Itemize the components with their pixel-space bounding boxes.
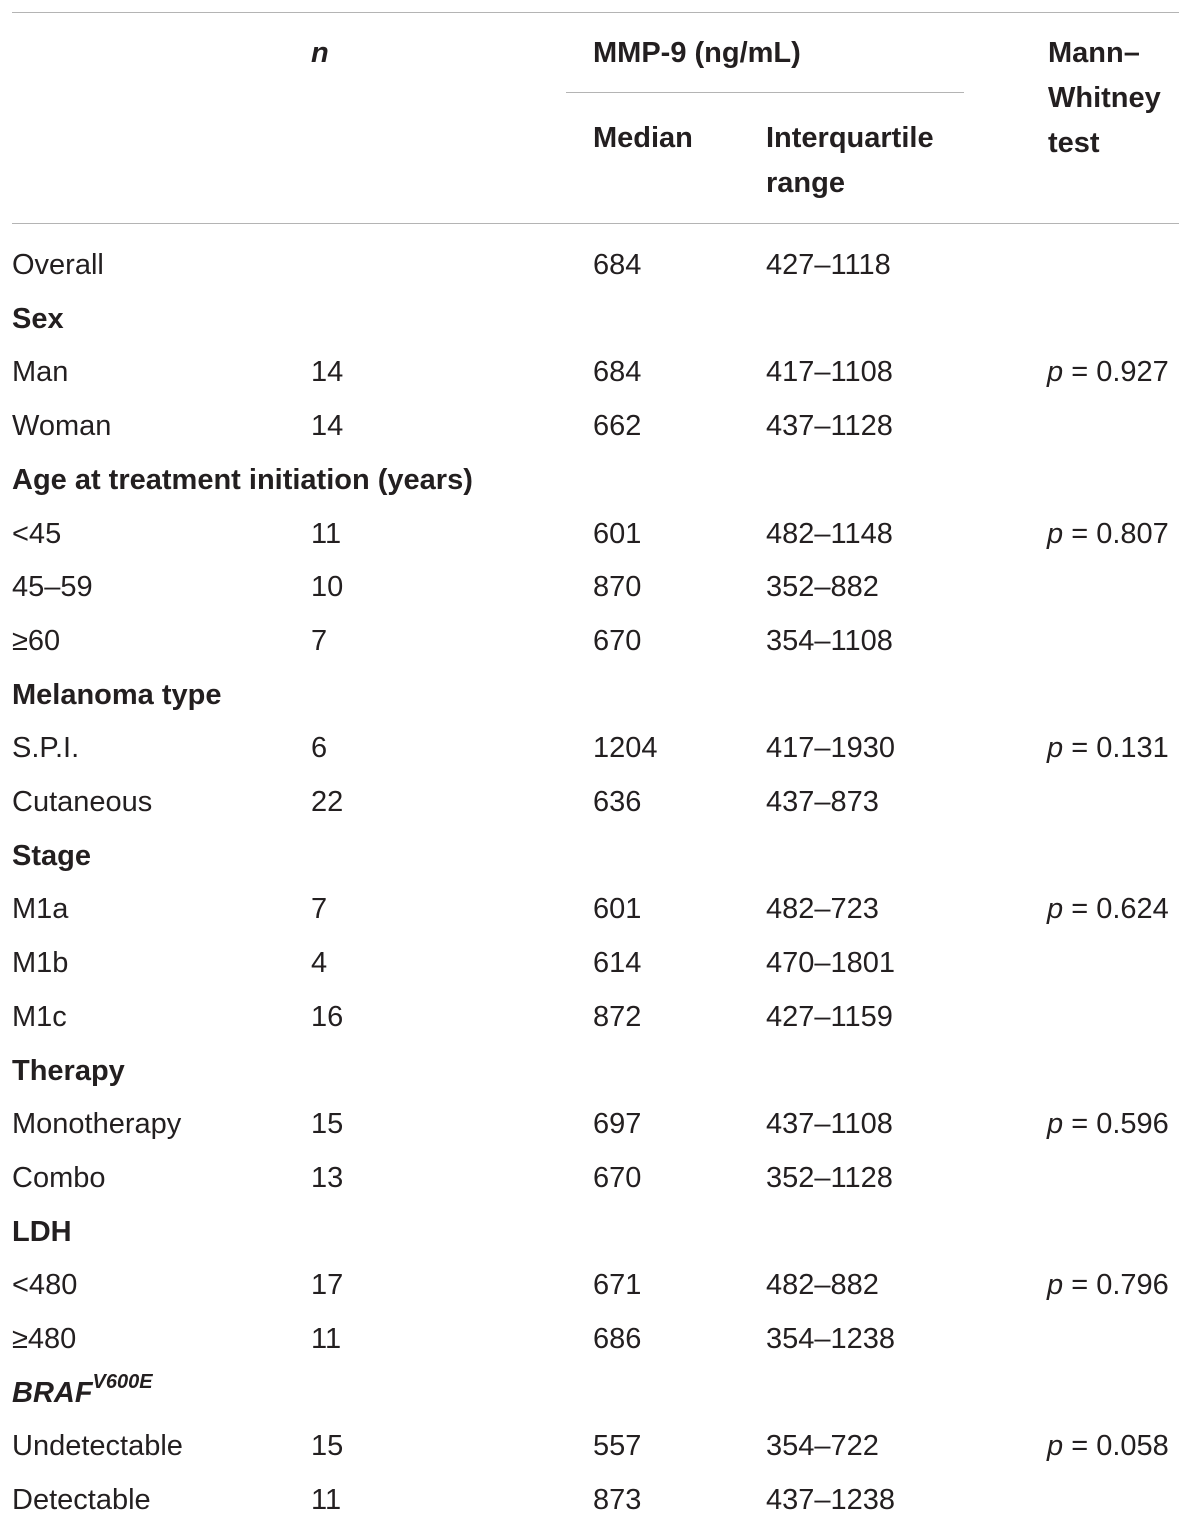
iqr-value: 354–1108 <box>766 624 893 657</box>
table-row <box>0 882 1200 936</box>
section-row <box>0 1044 1200 1098</box>
header-mann-whitney: Mann–Whitney test <box>1048 37 1161 159</box>
p-symbol: p <box>1047 1108 1064 1141</box>
median-value: 614 <box>593 947 642 980</box>
p-value: p = 0.131 <box>1047 732 1169 765</box>
median-value: 671 <box>593 1269 642 1302</box>
n-value: 4 <box>311 947 328 980</box>
row-label: M1b <box>12 947 69 980</box>
gene-variant-superscript: V600E <box>92 1371 153 1394</box>
p-symbol: p <box>1047 1269 1064 1302</box>
table-row <box>0 238 1200 292</box>
median-value: 872 <box>593 1000 642 1033</box>
n-value: 14 <box>311 356 344 389</box>
p-value: p = 0.624 <box>1047 893 1169 926</box>
row-label: Detectable <box>12 1484 151 1517</box>
row-label: Woman <box>12 410 112 443</box>
p-symbol: p <box>1047 732 1064 765</box>
iqr-value: 427–1118 <box>766 249 891 281</box>
iqr-value: 354–1238 <box>766 1323 896 1355</box>
section-row <box>0 668 1200 722</box>
n-value: 16 <box>311 1000 344 1033</box>
median-value: 684 <box>593 249 642 281</box>
iqr-value: 437–873 <box>766 786 879 818</box>
iqr-value: 437–1128 <box>766 410 893 443</box>
n-value: 22 <box>311 786 344 818</box>
p-symbol: p <box>1047 356 1064 389</box>
table-row <box>0 1473 1200 1527</box>
table-row <box>0 560 1200 614</box>
section-label: Sex <box>12 302 64 335</box>
section-label <box>12 1366 153 1420</box>
iqr-value: 417–1108 <box>766 356 893 389</box>
iqr-value: 482–1148 <box>766 517 893 550</box>
median-value: 662 <box>593 410 642 443</box>
n-value: 17 <box>311 1269 344 1302</box>
median-value: 670 <box>593 624 642 657</box>
table-row <box>0 936 1200 990</box>
median-value: 601 <box>593 893 642 926</box>
n-value: 11 <box>311 517 342 550</box>
p-value: p = 0.807 <box>1047 517 1169 550</box>
section-row <box>0 1366 1200 1420</box>
iqr-value: 482–723 <box>766 893 879 926</box>
p-value: p = 0.058 <box>1047 1430 1169 1463</box>
row-label: M1a <box>12 893 69 926</box>
header-interquartile-range: Interquartile range <box>766 122 934 199</box>
header-mmp9: MMP-9 (ng/mL) <box>593 37 801 69</box>
section-label: Melanoma type <box>12 678 222 711</box>
iqr-value: 354–722 <box>766 1430 879 1463</box>
n-value: 6 <box>311 732 328 765</box>
table-row <box>0 721 1200 775</box>
section-label: LDH <box>12 1215 72 1248</box>
n-value: 7 <box>311 893 328 926</box>
p-value: p = 0.796 <box>1047 1269 1169 1302</box>
table-row <box>0 507 1200 561</box>
section-row <box>0 1205 1200 1259</box>
gene-name: $BRAF^{V600E}$ <box>12 1371 153 1409</box>
iqr-value: 417–1930 <box>766 732 896 765</box>
section-label: Therapy <box>12 1054 125 1087</box>
row-label: ≥480 <box>12 1323 77 1355</box>
section-label: Age at treatment initiation (years) <box>12 463 473 496</box>
table-row <box>0 1419 1200 1473</box>
median-value: 870 <box>593 571 642 604</box>
table-row <box>0 614 1200 668</box>
p-symbol: p <box>1047 893 1064 926</box>
p-value: p = 0.927 <box>1047 356 1169 389</box>
row-label: 45–59 <box>12 571 93 604</box>
iqr-value: 437–1238 <box>766 1484 896 1517</box>
table-row <box>0 399 1200 453</box>
median-value: 1204 <box>593 732 658 765</box>
iqr-value: 352–882 <box>766 571 879 604</box>
row-label: Combo <box>12 1161 106 1194</box>
n-value: 13 <box>311 1161 344 1194</box>
n-value: 11 <box>311 1484 342 1517</box>
table-row <box>0 775 1200 829</box>
row-label: S.P.I. <box>12 732 80 765</box>
iqr-value: 437–1108 <box>766 1108 893 1141</box>
row-label: Man <box>12 356 69 389</box>
median-value: 557 <box>593 1430 642 1463</box>
p-symbol: p <box>1047 517 1064 550</box>
header-bottom-rule <box>12 223 1179 224</box>
median-value: 686 <box>593 1323 642 1355</box>
median-value: 684 <box>593 356 642 389</box>
row-label: <480 <box>12 1269 78 1302</box>
section-label: Stage <box>12 839 91 872</box>
row-label: Overall <box>12 249 104 281</box>
iqr-value: 470–1801 <box>766 947 896 980</box>
median-value: 636 <box>593 786 642 818</box>
n-value: 11 <box>311 1323 342 1355</box>
table-row <box>0 345 1200 399</box>
median-value: 670 <box>593 1161 642 1194</box>
n-value: 10 <box>311 571 344 604</box>
section-row <box>0 292 1200 346</box>
median-value: 697 <box>593 1108 642 1141</box>
row-label: Undetectable <box>12 1430 183 1463</box>
median-value: 601 <box>593 517 642 550</box>
section-row <box>0 829 1200 883</box>
table-top-rule <box>12 12 1179 13</box>
table-row <box>0 990 1200 1044</box>
iqr-value: 427–1159 <box>766 1000 893 1033</box>
row-label: Monotherapy <box>12 1108 182 1141</box>
header-median: Median <box>593 122 693 154</box>
p-symbol: p <box>1047 1430 1064 1463</box>
table-row <box>0 1151 1200 1205</box>
median-value: 873 <box>593 1484 642 1517</box>
n-value: 7 <box>311 624 328 657</box>
table-row <box>0 1258 1200 1312</box>
row-label: Cutaneous <box>12 786 153 818</box>
row-label: <45 <box>12 517 62 550</box>
mmp9-group-rule <box>566 92 964 93</box>
iqr-value: 482–882 <box>766 1269 879 1302</box>
section-row <box>0 453 1200 507</box>
row-label: M1c <box>12 1000 67 1033</box>
n-value: 15 <box>311 1430 344 1463</box>
row-label: ≥60 <box>12 624 61 657</box>
n-value: 14 <box>311 410 344 443</box>
table-row <box>0 1097 1200 1151</box>
header-n: n <box>311 37 329 69</box>
n-value: 15 <box>311 1108 344 1141</box>
iqr-value: 352–1128 <box>766 1161 893 1194</box>
table-row <box>0 1312 1200 1366</box>
p-value: p = 0.596 <box>1047 1108 1169 1141</box>
